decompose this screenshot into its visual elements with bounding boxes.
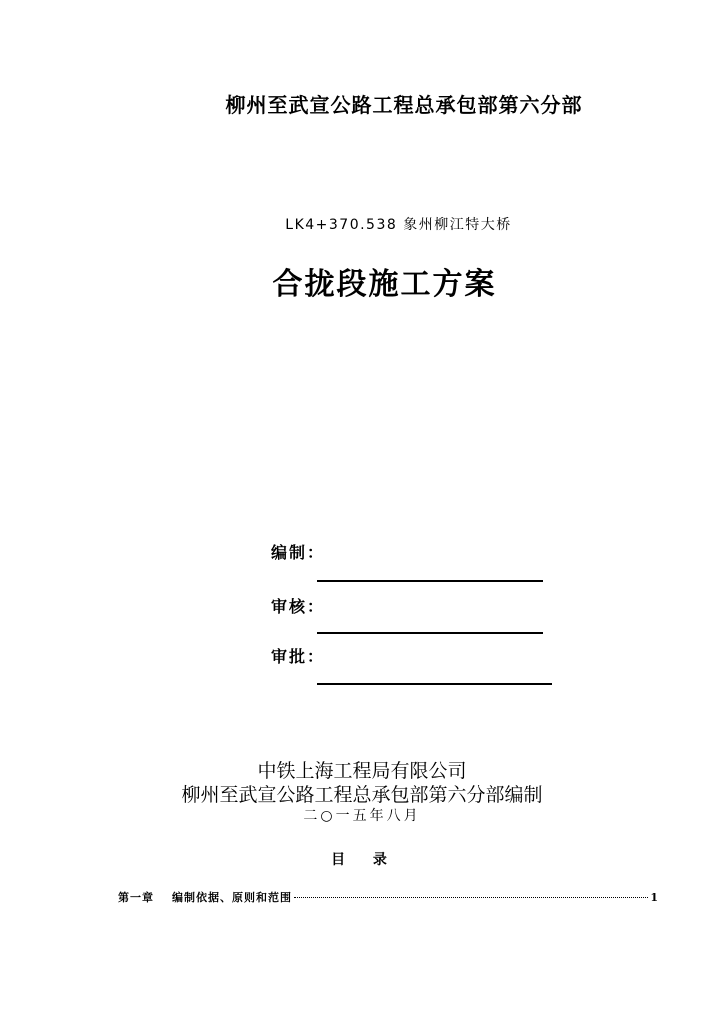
toc-entry-chapter: 第一章	[118, 891, 154, 904]
toc-entry-text: 编制依据、原则和范围	[172, 891, 292, 904]
document-title: 合拢段施工方案	[272, 267, 497, 302]
company-name: 中铁上海工程局有限公司	[257, 760, 467, 782]
org-header: 柳州至武宣公路工程总承包部第六分部	[225, 93, 583, 117]
approved-by-label: 审批：	[271, 647, 326, 666]
toc-title: 目 录	[331, 852, 393, 868]
toc-entry-page: 1	[650, 891, 658, 904]
department-name: 柳州至武宣公路工程总承包部第六分部编制	[181, 784, 543, 806]
issue-date: 二○一五年八月	[303, 808, 421, 824]
project-name: LK4+370.538 象州柳江特大桥	[285, 217, 512, 233]
reviewed-by-line	[317, 632, 543, 634]
prepared-by-line	[317, 580, 543, 582]
approved-by-line	[317, 683, 552, 685]
prepared-by-label: 编制：	[271, 543, 326, 562]
toc-entry[interactable]	[118, 889, 658, 905]
toc-leader-dots	[294, 897, 648, 898]
reviewed-by-label: 审核：	[271, 597, 326, 616]
